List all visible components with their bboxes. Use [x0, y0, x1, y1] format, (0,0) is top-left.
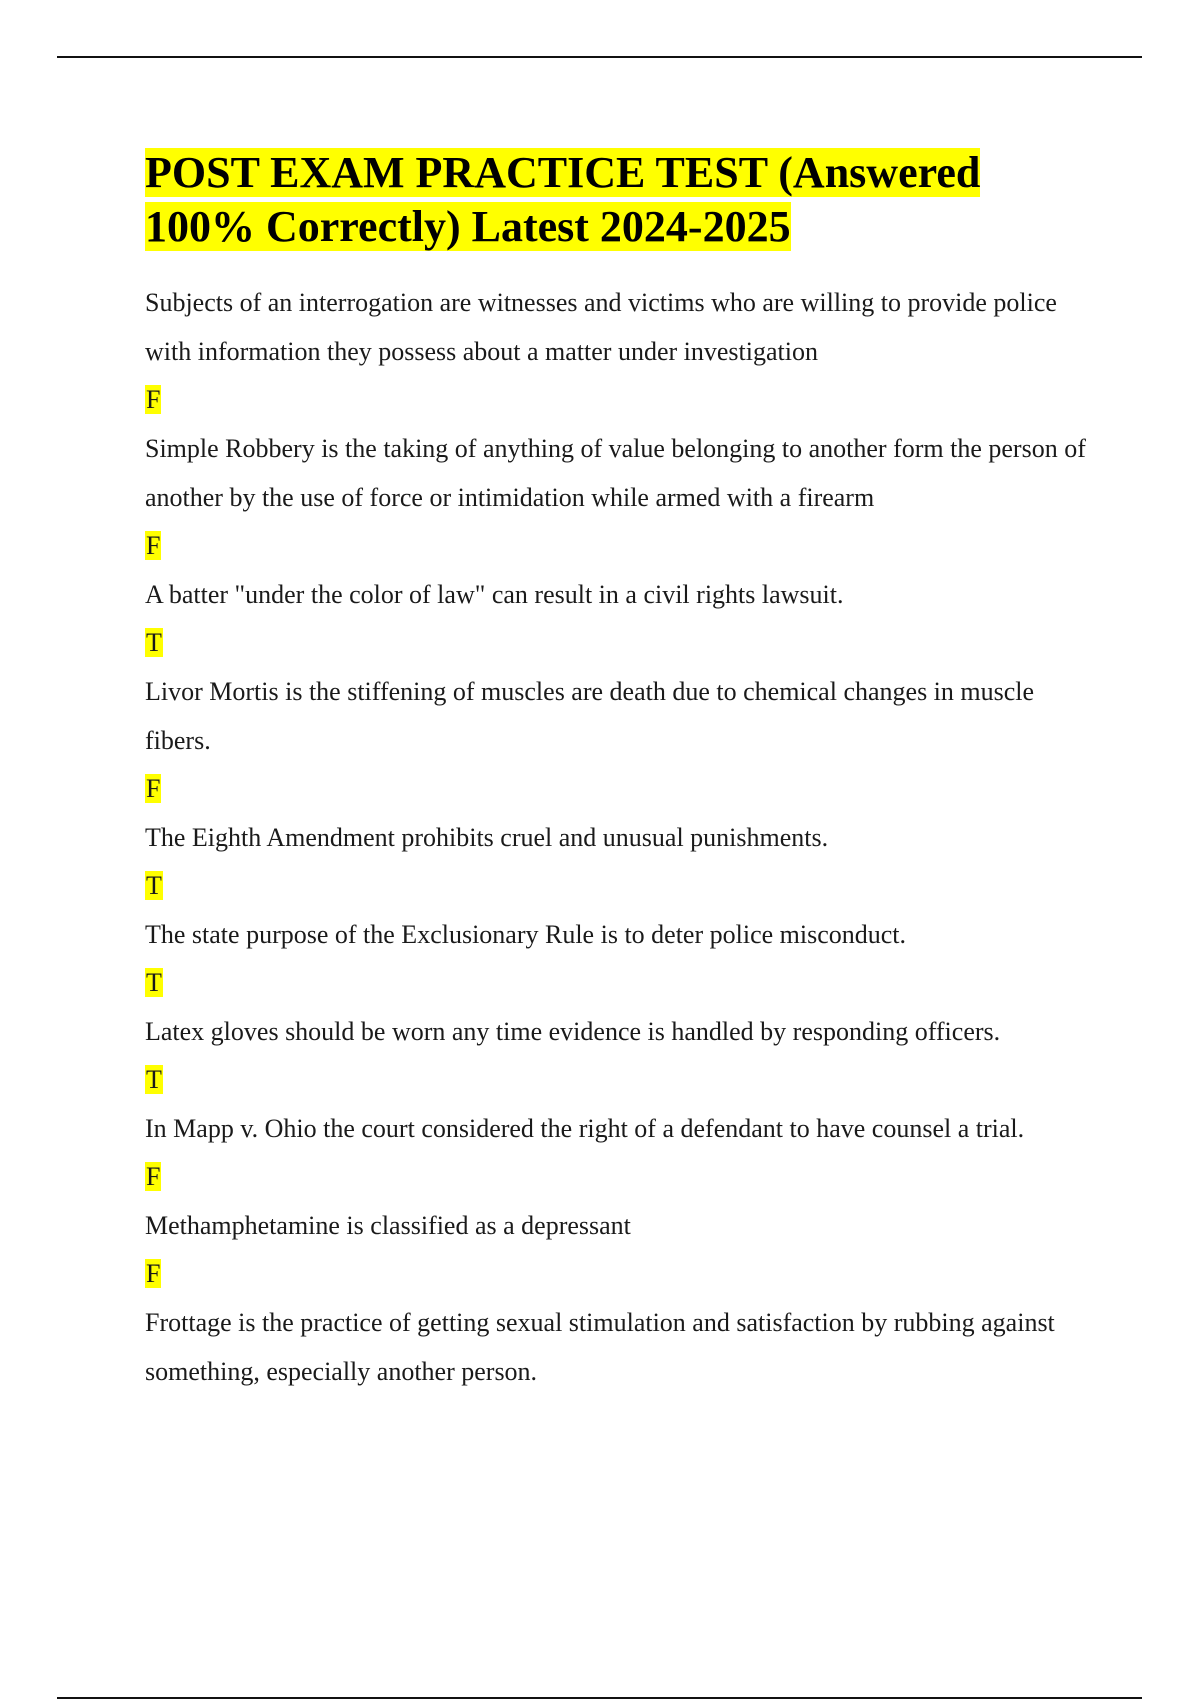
question-text: Frottage is the practice of getting sexual stimulation and satisfaction by rubbing against something, especially another person. [145, 1308, 1055, 1386]
answer-highlight: F [146, 774, 161, 803]
question-text: In Mapp v. Ohio the court considered the right of a defendant to have counsel a trial. [145, 1114, 1025, 1143]
document-title [145, 146, 1095, 254]
qa-item [145, 667, 1095, 813]
answer-text [145, 1250, 1095, 1298]
answer-text [145, 522, 1095, 570]
answer-highlight: T [146, 628, 162, 657]
answer-text [145, 619, 1095, 667]
question-text: A batter "under the color of law" can result in a civil rights lawsuit. [145, 580, 844, 609]
qa-item [145, 424, 1095, 570]
answer-text [145, 376, 1095, 424]
qa-item [145, 1201, 1095, 1298]
top-rule [57, 56, 1142, 58]
answer-highlight: T [146, 968, 162, 997]
answer-highlight: F [146, 1259, 161, 1288]
qa-item [145, 570, 1095, 667]
qa-item [145, 813, 1095, 910]
answer-text [145, 1153, 1095, 1201]
answer-text [145, 1056, 1095, 1104]
answer-highlight: F [146, 385, 161, 414]
question-text: Latex gloves should be worn any time evidence is handled by responding officers. [145, 1017, 1001, 1046]
qa-item [145, 1298, 1095, 1396]
document-body [145, 146, 1095, 1396]
question-text: The Eighth Amendment prohibits cruel and unusual punishments. [145, 823, 829, 852]
question-text: Simple Robbery is the taking of anything of value belonging to another form the person of another by the use of force or intimidation while armed with a firearm [145, 434, 1086, 512]
answer-text [145, 765, 1095, 813]
answer-text [145, 959, 1095, 1007]
qa-item [145, 278, 1095, 424]
qa-list [145, 278, 1095, 1396]
answer-highlight: T [146, 871, 162, 900]
answer-highlight: F [146, 531, 161, 560]
question-text: The state purpose of the Exclusionary Rule is to deter police misconduct. [145, 920, 907, 949]
answer-text [145, 862, 1095, 910]
qa-item [145, 1104, 1095, 1201]
document-title-text: POST EXAM PRACTICE TEST (Answered 100% Correctly) Latest 2024-2025 [145, 148, 981, 251]
answer-highlight: F [146, 1162, 161, 1191]
question-text: Methamphetamine is classified as a depressant [145, 1211, 631, 1240]
qa-item [145, 910, 1095, 1007]
question-text: Livor Mortis is the stiffening of muscles are death due to chemical changes in muscle fibers. [145, 677, 1035, 755]
bottom-rule [57, 1697, 1142, 1699]
answer-highlight: T [146, 1065, 162, 1094]
qa-item [145, 1007, 1095, 1104]
question-text: Subjects of an interrogation are witnesses and victims who are willing to provide police with information they possess about a matter under investigation [145, 288, 1057, 366]
